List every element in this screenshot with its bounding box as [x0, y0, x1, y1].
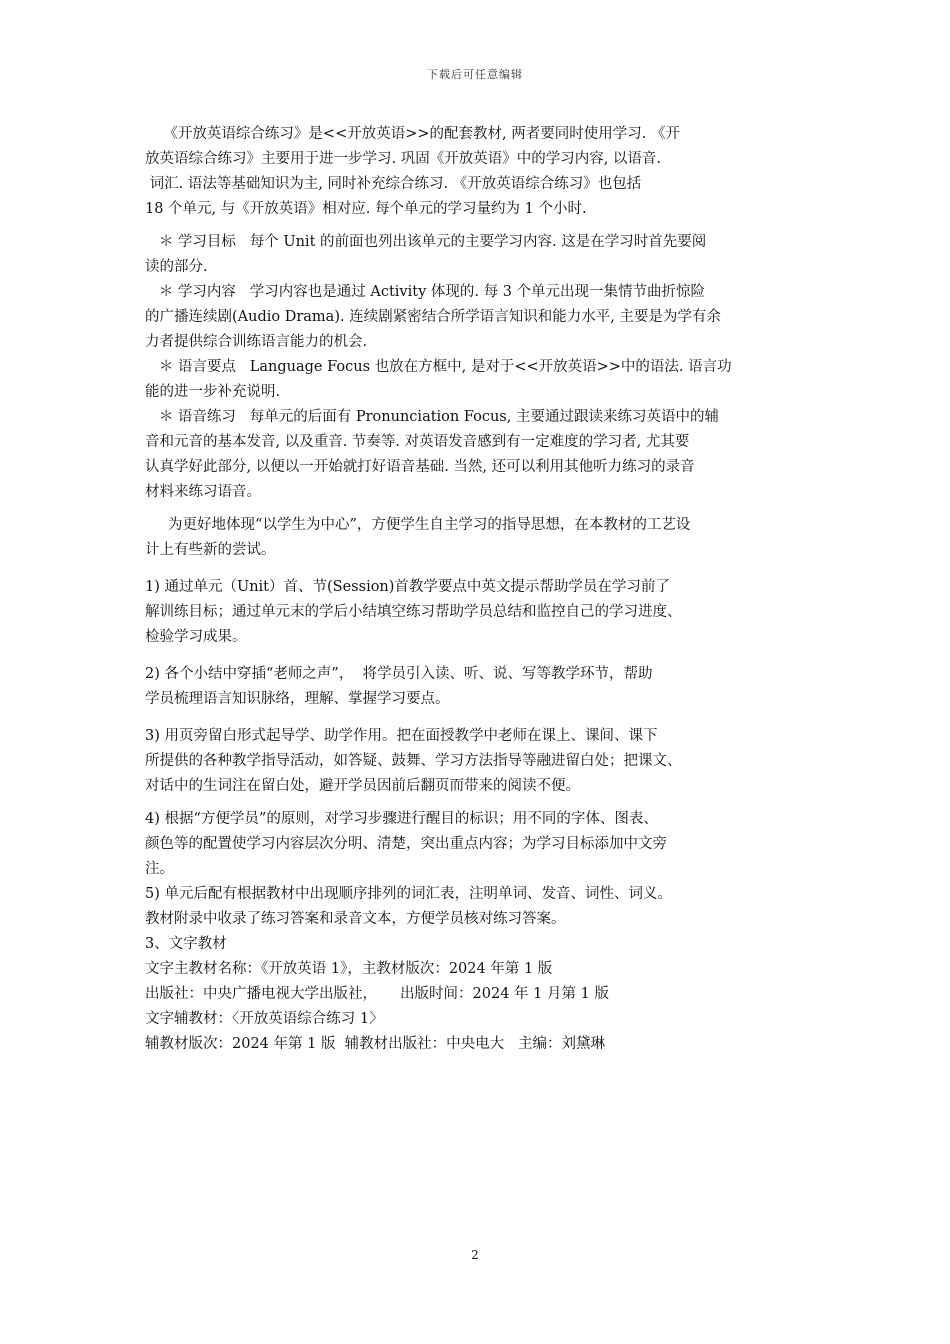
materials-section	[145, 932, 805, 1057]
text-line: ＊ 语音练习 每单元的后面有 Pronunciation Focus, 主要通过跟读来练习英语中的辅	[145, 409, 719, 425]
text-line: ＊ 学习目标 每个 Unit 的前面也列出该单元的主要学习内容. 这是在学习时首先要阅	[145, 234, 707, 250]
text-line: 所提供的各种教学指导活动，如答疑、鼓舞、学习方法指导等融进留白处；把课文、	[145, 753, 682, 769]
text-line: 文字辅教材：〈开放英语综合练习 1〉	[145, 1011, 384, 1027]
text-line: 4) 根据“方便学员”的原则，对学习步骤进行醒目的标识；用不同的字体、图表、	[145, 811, 658, 827]
page-number: 2	[471, 1248, 479, 1262]
text-line: 认真学好此部分, 以便以一开始就打好语音基础. 当然, 还可以利用其他听力练习的录音	[145, 459, 695, 475]
text-line: 为更好地体现“以学生为中心”，方便学生自主学习的指导思想，在本教材的工艺设	[145, 517, 691, 533]
design-paragraph	[145, 513, 805, 563]
text-line: 教材附录中收录了练习答案和录音文本，方便学员核对练习答案。	[145, 911, 566, 927]
point-4	[145, 807, 805, 882]
text-line: 2) 各个小结中穿插“老师之声”， 将学员引入读、听、说、写等教学环节，帮助	[145, 666, 653, 682]
point-5	[145, 882, 805, 932]
feature-list	[145, 230, 805, 505]
text-line: ＊ 语言要点 Language Focus 也放在方框中, 是对于<<开放英语>>中的语法. 语言功	[145, 359, 732, 375]
point-2	[145, 662, 805, 712]
text-line: 检验学习成果。	[145, 629, 247, 645]
point-1	[145, 575, 805, 650]
text-line: 音和元音的基本发音, 以及重音. 节奏等. 对英语发音感到有一定难度的学习者, 尤其要	[145, 434, 690, 450]
document-body	[145, 122, 805, 1057]
text-line: 力者提供综合训练语言能力的机会.	[145, 334, 368, 350]
text-line: 《开放英语综合练习》是<<开放英语>>的配套教材, 两者要同时使用学习. 《开	[145, 126, 680, 142]
point-3	[145, 724, 805, 799]
text-line: 放英语综合练习》主要用于进一步学习. 巩固《开放英语》中的学习内容, 以语音.	[145, 151, 662, 167]
text-line: ＊ 学习内容 学习内容也是通过 Activity 体现的. 每 3 个单元出现一集情节曲折惊险	[145, 284, 706, 300]
text-line: 能的进一步补充说明.	[145, 384, 281, 400]
section-heading: 3、文字教材	[145, 936, 227, 952]
text-line: 读的部分.	[145, 259, 208, 275]
text-line: 5) 单元后配有根据教材中出现顺序排列的词汇表，注明单词、发音、词性、词义。	[145, 886, 672, 902]
text-line: 注。	[145, 861, 174, 877]
text-line: 计上有些新的尝试。	[145, 542, 276, 558]
text-line: 辅教材版次：2024 年第 1 版 辅教材出版社：中央电大 主编：刘黛琳	[145, 1036, 605, 1052]
text-line: 3) 用页旁留白形式起导学、助学作用。把在面授教学中老师在课上、课间、课下	[145, 728, 658, 744]
text-line: 解训练目标；通过单元末的学后小结填空练习帮助学员总结和监控自己的学习进度、	[145, 604, 682, 620]
text-line: 词汇. 语法等基础知识为主, 同时补充综合练习. 《开放英语综合练习》也包括	[145, 176, 642, 192]
text-line: 对话中的生词注在留白处，避开学员因前后翻页而带来的阅读不便。	[145, 778, 580, 794]
text-line: 文字主教材名称：《开放英语 1》，主教材版次：2024 年第 1 版	[145, 961, 553, 977]
text-line: 颜色等的配置使学习内容层次分明、清楚，突出重点内容；为学习目标添加中文旁	[145, 836, 667, 852]
text-line: 的广播连续剧(Audio Drama). 连续剧紧密结合所学语言知识和能力水平, 主要是为学有余	[145, 309, 721, 325]
text-line: 18 个单元, 与《开放英语》相对应. 每个单元的学习量约为 1 个小时.	[145, 201, 587, 217]
intro-paragraph	[145, 122, 805, 222]
text-line: 出版社：中央广播电视大学出版社， 出版时间：2024 年 1 月第 1 版	[145, 986, 609, 1002]
text-line: 材料来练习语音。	[145, 484, 261, 500]
text-line: 1) 通过单元（Unit）首、节(Session)首教学要点中英文提示帮助学员在学习前了	[145, 579, 670, 595]
text-line: 学员梳理语言知识脉络，理解、掌握学习要点。	[145, 691, 450, 707]
page-header: 下载后可任意编辑	[427, 68, 523, 81]
